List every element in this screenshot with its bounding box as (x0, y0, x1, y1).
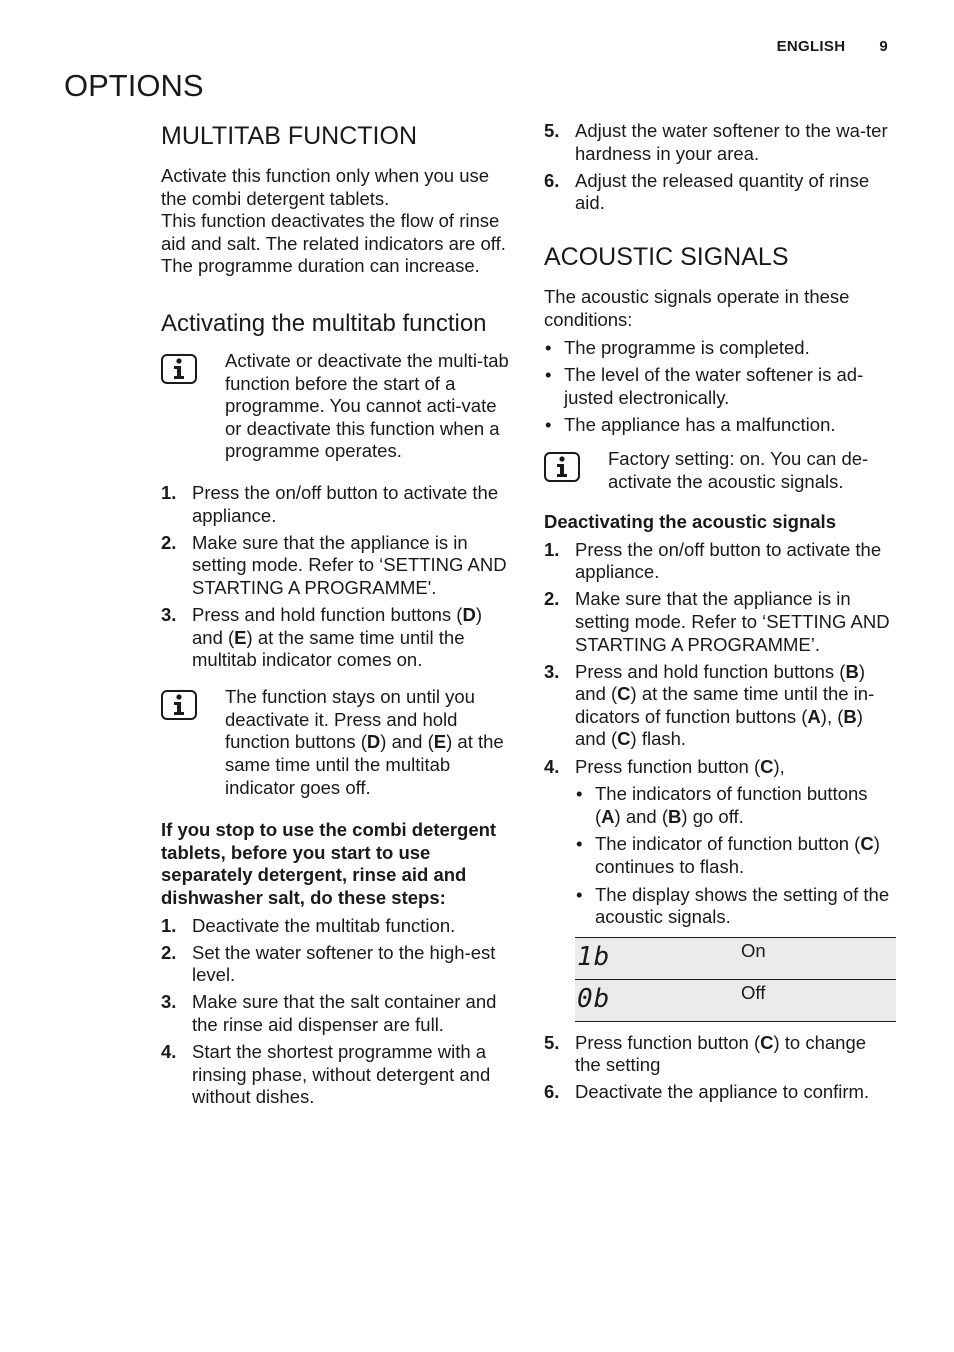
note-multitab-text: Activate or deactivate the multi-tab function before the start of a programme. You cannot acti-vate or deactivate this function when a programme operates. (225, 349, 509, 462)
list-item (161, 482, 517, 527)
acoustic-intro: The acoustic signals operate in these conditions: (544, 286, 850, 330)
activating-multitab-heading: Activating the multitab function (161, 309, 487, 337)
bullet: • (576, 833, 583, 855)
list-item: • The indicators of function buttons (A) and (B) go off. (576, 783, 868, 827)
setting-label: Off (741, 979, 896, 1021)
multitab-para-3: The programme duration can increase. (161, 255, 480, 277)
step-text: Set the water softener to the high-est level. (192, 941, 496, 986)
info-note-acoustic (544, 448, 896, 493)
step-number: 3. (544, 660, 560, 682)
bullet: • (545, 414, 552, 436)
list-item (544, 170, 896, 215)
table-row (575, 979, 896, 1021)
header-language: ENGLISH (776, 38, 846, 55)
bullet: • (545, 364, 552, 386)
step-text: Adjust the water softener to the wa-ter hardness in your area. (575, 120, 888, 164)
multitab-steps (161, 482, 517, 672)
step-text-end: ) at the same time until the multitab indicator comes on. (192, 626, 465, 671)
key-label: B (668, 805, 682, 827)
step-number: 5. (544, 1031, 560, 1053)
key-label: E (234, 626, 247, 648)
key-label: A (601, 805, 615, 827)
step-text: Make sure that the appliance is in setting mode. Refer to ‘SETTING AND STARTING A PROGRAMME’. (575, 588, 890, 655)
key-label: E (433, 731, 447, 753)
step-4-details (575, 783, 896, 929)
key-label: C (760, 1031, 774, 1053)
page-title: OPTIONS (64, 68, 204, 103)
acoustic-signals-heading: ACOUSTIC SIGNALS (544, 243, 789, 272)
step-number: 2. (161, 941, 177, 963)
step-number: 3. (161, 991, 177, 1013)
condition-text: The level of the water softener is ad-justed electronically. (564, 364, 864, 408)
key-label: C (760, 755, 774, 777)
info-note-multitab (161, 350, 517, 463)
info-icon (161, 354, 197, 384)
list-item (161, 942, 517, 987)
multitab-para-1: Activate this function only when you use the combi detergent tablets. (161, 165, 490, 209)
deactivating-acoustic-heading: Deactivating the acoustic signals (544, 511, 836, 533)
key-label: A (807, 705, 821, 727)
list-item (544, 120, 896, 165)
step-number: 1. (161, 914, 177, 936)
page-number: 9 (879, 38, 888, 55)
display-value: 1b (575, 937, 741, 979)
list-item (161, 1041, 517, 1109)
multitab-heading: MULTITAB FUNCTION (161, 122, 418, 150)
step-text: Press the on/off button to activate the appliance. (192, 481, 499, 526)
note-multitab-off-text: The function stays on until you deactivate it. Press and hold function buttons (D) and (E) at the same time until the multitab indicator goes off. (225, 686, 504, 798)
acoustic-conditions (544, 337, 896, 437)
left-column (161, 120, 517, 1113)
step-text: Deactivate the multitab function. (192, 914, 456, 936)
step-text-mid: ) and ( (192, 603, 483, 648)
step-text: Start the shortest programme with a rinsing phase, without detergent and without dishes. (192, 1041, 491, 1108)
note-acoustic-text: Factory setting: on. You can de-activate the acoustic signals. (608, 447, 869, 492)
step-number: 6. (544, 169, 560, 191)
bullet: • (545, 336, 552, 358)
info-icon (544, 452, 580, 482)
page-header (777, 38, 888, 55)
list-item (544, 414, 896, 437)
list-item (544, 539, 896, 584)
list-item (161, 991, 517, 1036)
list-item (161, 604, 517, 672)
bullet: • (576, 783, 583, 805)
info-icon (161, 690, 197, 720)
step-text: Make sure that the salt container and the rinse aid dispenser are full. (192, 991, 497, 1035)
key-label: B (843, 705, 857, 727)
step-number: 2. (544, 588, 560, 610)
stop-tablets-heading: If you stop to use the combi detergent tablets, before you start to use separately detergent, rinse aid and dishwasher salt, do these steps: (161, 819, 497, 908)
list-item: 5. Press function button (C) to change the setting (544, 1031, 867, 1076)
step-text: Press the on/off button to activate the appliance. (575, 538, 882, 583)
list-item: 3. Press and hold function buttons (B) and (C) at the same time until the in-dicators of function buttons (A), (B) and (C) flash. (544, 660, 875, 750)
list-item (544, 337, 896, 360)
key-label: C (860, 833, 874, 855)
acoustic-steps (544, 539, 896, 1104)
step-number: 6. (544, 1081, 560, 1103)
step-number: 1. (544, 538, 560, 560)
list-item (544, 364, 896, 409)
list-item: 4. Press function button (C), • The indicators of function buttons (A) and (B) go off. • The indicator of function button (C) continues to flash. • The display shows the setting of the acoustic signals. 1b On 0b Off (544, 756, 896, 1022)
setting-label: On (741, 937, 896, 979)
list-item (161, 532, 517, 600)
multitab-steps-continued (544, 120, 896, 215)
display-settings-table (575, 937, 896, 1022)
right-column (544, 120, 896, 1109)
step-text-start: Press and hold function buttons ( (192, 603, 463, 625)
bullet: • (576, 883, 583, 905)
step-text: Deactivate the appliance to confirm. (575, 1081, 870, 1103)
table-row (575, 937, 896, 979)
step-text: Adjust the released quantity of rinse aid. (575, 169, 870, 214)
step-text: Make sure that the appliance is in setting mode. Refer to ‘SETTING AND STARTING A PROGRAMME'. (192, 531, 507, 598)
condition-text: The appliance has a malfunction. (564, 414, 836, 436)
step-number: 4. (161, 1041, 177, 1062)
display-value: 0b (575, 979, 741, 1021)
key-label: C (617, 683, 631, 705)
step-number: 5. (544, 120, 560, 141)
list-item: • The indicator of function button (C) continues to flash. (576, 833, 880, 877)
key-label: D (366, 731, 381, 753)
list-item (544, 1081, 896, 1104)
step-number: 2. (161, 531, 177, 553)
info-note-multitab-off (161, 686, 517, 799)
list-item (544, 588, 896, 656)
stop-tablets-steps (161, 915, 517, 1109)
detail-text: The display shows the setting of the acoustic signals. (595, 883, 890, 928)
list-item (161, 915, 517, 938)
step-number: 3. (161, 603, 177, 625)
key-label: B (845, 660, 859, 682)
key-label: D (462, 603, 476, 625)
step-number: 1. (161, 481, 177, 503)
step-number: 4. (544, 755, 560, 777)
list-item (575, 884, 896, 929)
condition-text: The programme is completed. (564, 336, 810, 358)
key-label: C (617, 728, 631, 750)
multitab-para-2: This function deactivates the flow of rinse aid and salt. The related indicators are off. (161, 210, 506, 254)
